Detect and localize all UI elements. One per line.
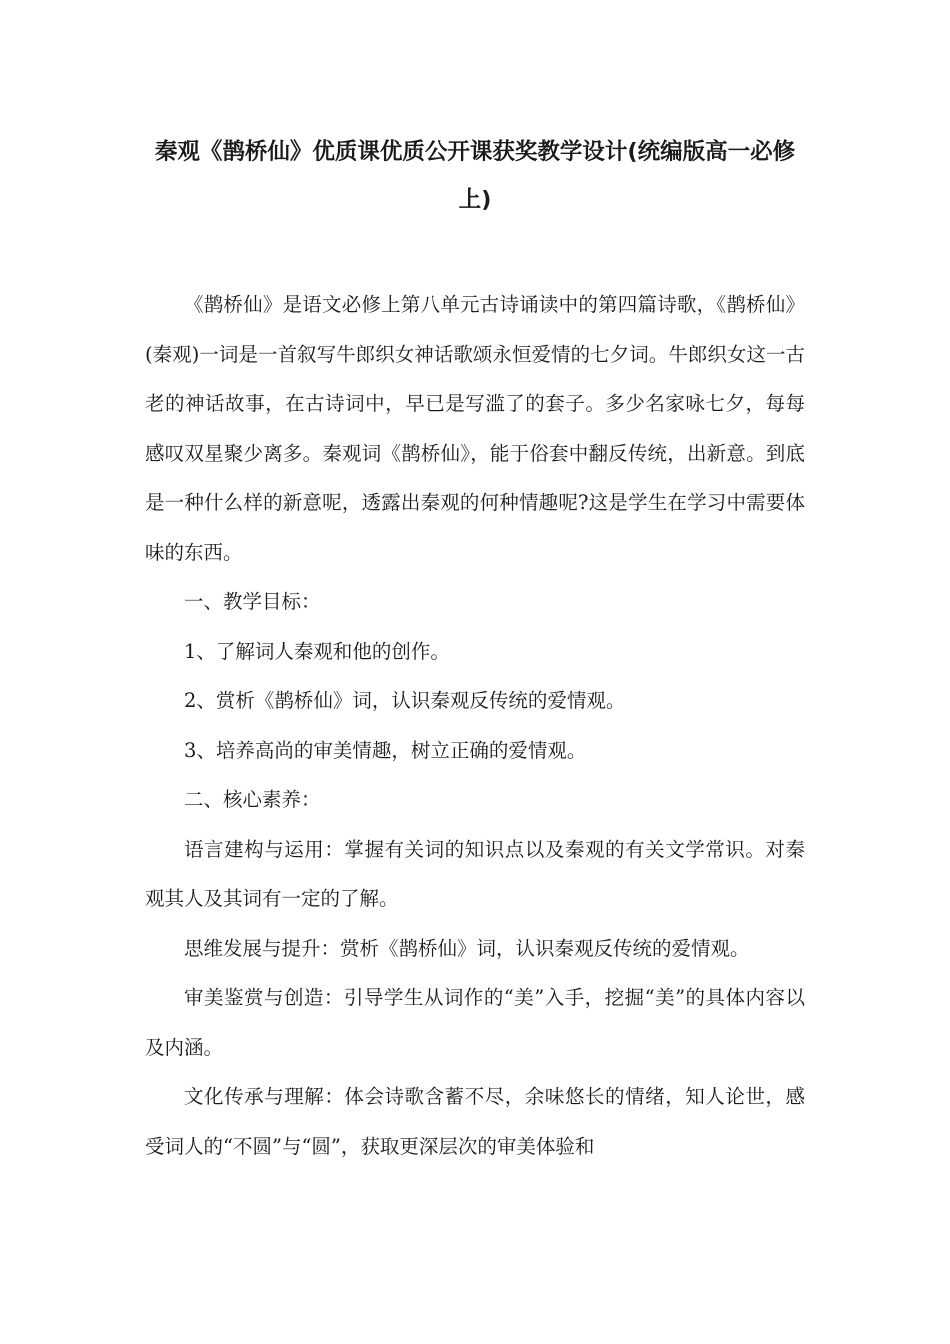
- document-body: [145, 280, 805, 1171]
- intro-paragraph: 《鹊桥仙》是语文必修上第八单元古诗诵读中的第四篇诗歌，《鹊桥仙》(秦观)一词是一首叙写牛郎织女神话歌颂永恒爱情的七夕词。牛郎织女这一古老的神话故事，在古诗词中，早已是写滥了的套子。多少名家咏七夕，每每感叹双星聚少离多。秦观词《鹊桥仙》，能于俗套中翻反传统，出新意。到底是一种什么样的新意呢，透露出秦观的何种情趣呢?这是学生在学习中需要体味的东西。: [145, 293, 805, 564]
- goal-item-2: 2、赏析《鹊桥仙》词，认识秦观反传统的爱情观。: [184, 689, 626, 712]
- goal-item-1: 1、了解词人秦观和他的创作。: [184, 639, 450, 663]
- goal-item-3: 3、培养高尚的审美情趣，树立正确的爱情观。: [184, 738, 587, 762]
- literacy-thinking: 思维发展与提升：赏析《鹊桥仙》词，认识秦观反传统的爱情观。: [184, 936, 750, 960]
- section-heading-teaching-goals: 一、教学目标：: [184, 590, 321, 613]
- section-heading-core-literacy: 二、核心素养：: [184, 788, 321, 811]
- literacy-language: 语言建构与运用：掌握有关词的知识点以及秦观的有关文学常识。对秦观其人及其词有一定的了解。: [145, 837, 805, 910]
- document-title: 秦观《鹊桥仙》优质课优质公开课获奖教学设计(统编版高一必修上): [154, 139, 796, 213]
- literacy-culture: 文化传承与理解：体会诗歌含蓄不尽，余味悠长的情绪，知人论世，感受词人的“不圆”与“圆”，获取更深层次的审美体验和: [145, 1085, 805, 1158]
- literacy-aesthetics: 审美鉴赏与创造：引导学生从词作的“美”入手，挖掘“美”的具体内容以及内涵。: [145, 986, 805, 1059]
